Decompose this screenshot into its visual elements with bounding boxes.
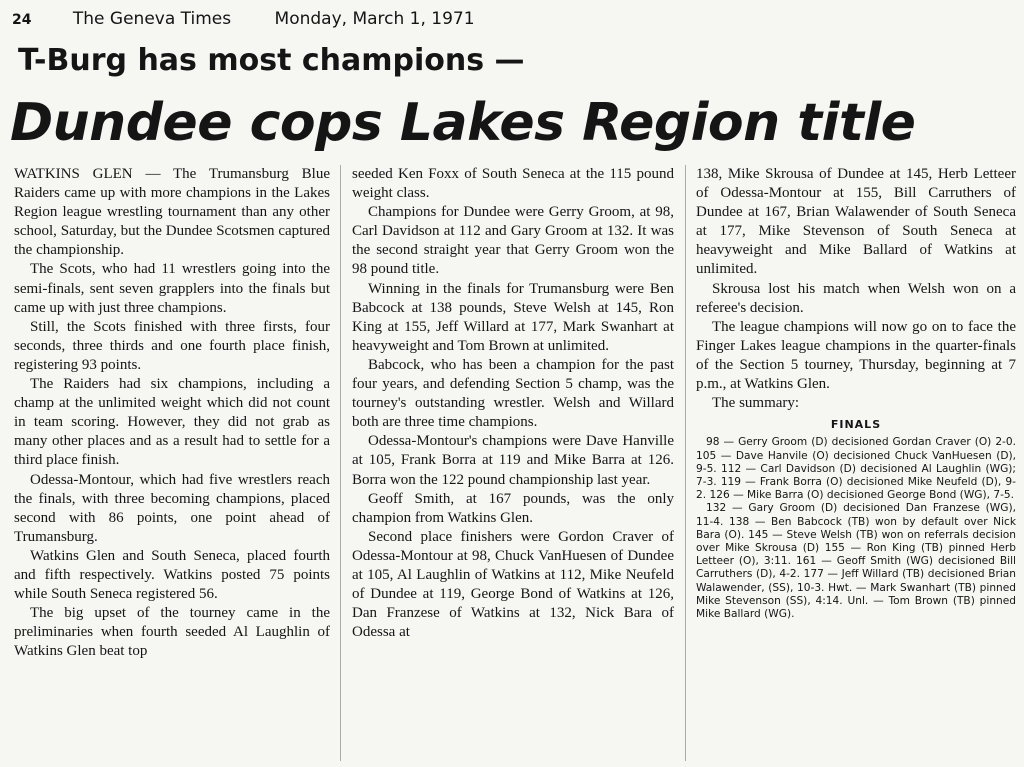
kicker-headline: T-Burg has most champions — — [18, 43, 525, 78]
paragraph: The Raiders had six champions, including a champ at the unlimited weight which did not count in team scoring. However, they did not grab as many other places and as a result had to settle for a third place finish. — [14, 376, 330, 469]
paragraph: Babcock, who has been a champion for the past four years, and defending Section 5 champ, was the tourney's outstanding wrestler. Welsh and Willard both are three time champions. — [352, 356, 674, 431]
page-number: 24 — [12, 12, 32, 28]
article-column-1 — [14, 165, 330, 765]
main-headline: Dundee cops Lakes Region title — [10, 93, 916, 153]
paragraph: Skrousa lost his match when Welsh won on a referee's decision. — [696, 280, 1016, 316]
paragraph: Watkins Glen and South Seneca, placed fourth and fifth respectively. Watkins posted 75 points while South Seneca registered 56. — [14, 547, 330, 603]
paragraph: Geoff Smith, at 167 pounds, was the only champion from Watkins Glen. — [352, 490, 674, 526]
paragraph: 138, Mike Skrousa of Dundee at 145, Herb Letteer of Odessa-Montour at 155, Bill Carruthers of Dundee at 167, Brian Walawender of South Seneca at 177, Mike Stevenson of South Seneca at heavyweight and Mike Ballard of Watkins at unlimited. — [696, 166, 1016, 278]
paragraph: Winning in the finals for Trumansburg were Ben Babcock at 138 pounds, Steve Welsh at 145, Ron King at 155, Jeff Willard at 177, Mark Swanhart at heavyweight and Tom Brown at unlimited. — [352, 280, 674, 354]
summary-paragraph: 98 — Gerry Groom (D) decisioned Gordan Craver (O) 2-0. 105 — Dave Hanvile (O) decisioned Chuck VanHuesen (D), 9-5. 112 — Carl Davidson (D) decisioned Al Laughlin (WG); 7-3. 119 — Frank Borra (O) decisioned Mike Neufeld (D), 9-2. 126 — Mike Barra (O) decisioned George Bond (WG), 7-5. — [696, 436, 1016, 502]
paragraph: seeded Ken Foxx of South Seneca at the 115 pound weight class. — [352, 166, 674, 202]
article-column-3 — [696, 165, 1016, 765]
newspaper-name: The Geneva Times — [72, 9, 232, 29]
article-column-2 — [352, 165, 674, 765]
paragraph: Odessa-Montour's champions were Dave Hanville at 105, Frank Borra at 119 and Mike Barra at 126. Borra won the 122 pound championship last year. — [352, 433, 674, 488]
paragraph: Champions for Dundee were Gerry Groom, at 98, Carl Davidson at 112 and Gary Groom at 132. It was the second straight year that Gerry Groom won the 98 pound title. — [352, 204, 674, 278]
issue-date: Monday, March 1, 1971 — [274, 9, 475, 29]
summary-paragraph: 132 — Gary Groom (D) decisioned Dan Franzese (WG), 11-4. 138 — Ben Babcock (TB) won by default over Nick Bara (O). 145 — Steve Welsh (TB) won on referrals decision over Mike Skrousa (D) 155 — Ron King (TB) pinned Herb Letteer (O), 3:11. 161 — Geoff Smith (WG) decisioned Bill Carruthers (D), 4-2. 177 — Jeff Willard (TB) decisioned Brian Walawender, (SS), 10-3. Hwt. — Mark Swanhart (TB) pinned Mike Stevenson (SS), 4:14. Unl. — Tom Brown (TB) pinned Mike Ballard (WG). — [696, 502, 1016, 620]
paragraph: Odessa-Montour, which had five wrestlers reach the finals, with three becoming champions, placed second with 86 points, one point ahead of Trumansburg. — [14, 471, 330, 545]
finals-heading: FINALS — [830, 418, 882, 432]
paragraph: The summary: — [712, 395, 800, 412]
page-folio — [12, 6, 1012, 32]
paragraph: Second place finishers were Gordon Craver of Odessa-Montour at 98, Chuck VanHuesen of Dundee at 105, Al Laughlin of Watkins at 112, Mike Neufeld of Dundee at 119, George Bond of Watkins at 126, Dan Franzese of Watkins at 132, Nick Bara of Odessa at — [352, 528, 674, 641]
paragraph: Still, the Scots finished with three firsts, four seconds, three thirds and one fourth place finish, registering 93 points. — [14, 318, 330, 373]
finals-summary — [696, 436, 1016, 621]
paragraph: WATKINS GLEN — The Trumansburg Blue Raiders came up with more champions in the Lakes Region league wrestling tournament than any other school, Saturday, but the Dundee Scotsmen captured the championship. — [14, 166, 330, 259]
paragraph: The big upset of the tourney came in the preliminaries when fourth seeded Al Laughlin of Watkins Glen beat top — [14, 605, 330, 660]
paragraph: The Scots, who had 11 wrestlers going into the semi-finals, sent seven grapplers into the finals but came up with just three champions. — [14, 261, 330, 316]
paragraph: The league champions will now go on to face the Finger Lakes league champions in the quarter-finals of the Section 5 tourney, Thursday, beginning at 7 p.m., at Watkins Glen. — [696, 318, 1016, 393]
column-divider — [340, 165, 341, 761]
column-divider — [685, 165, 686, 761]
